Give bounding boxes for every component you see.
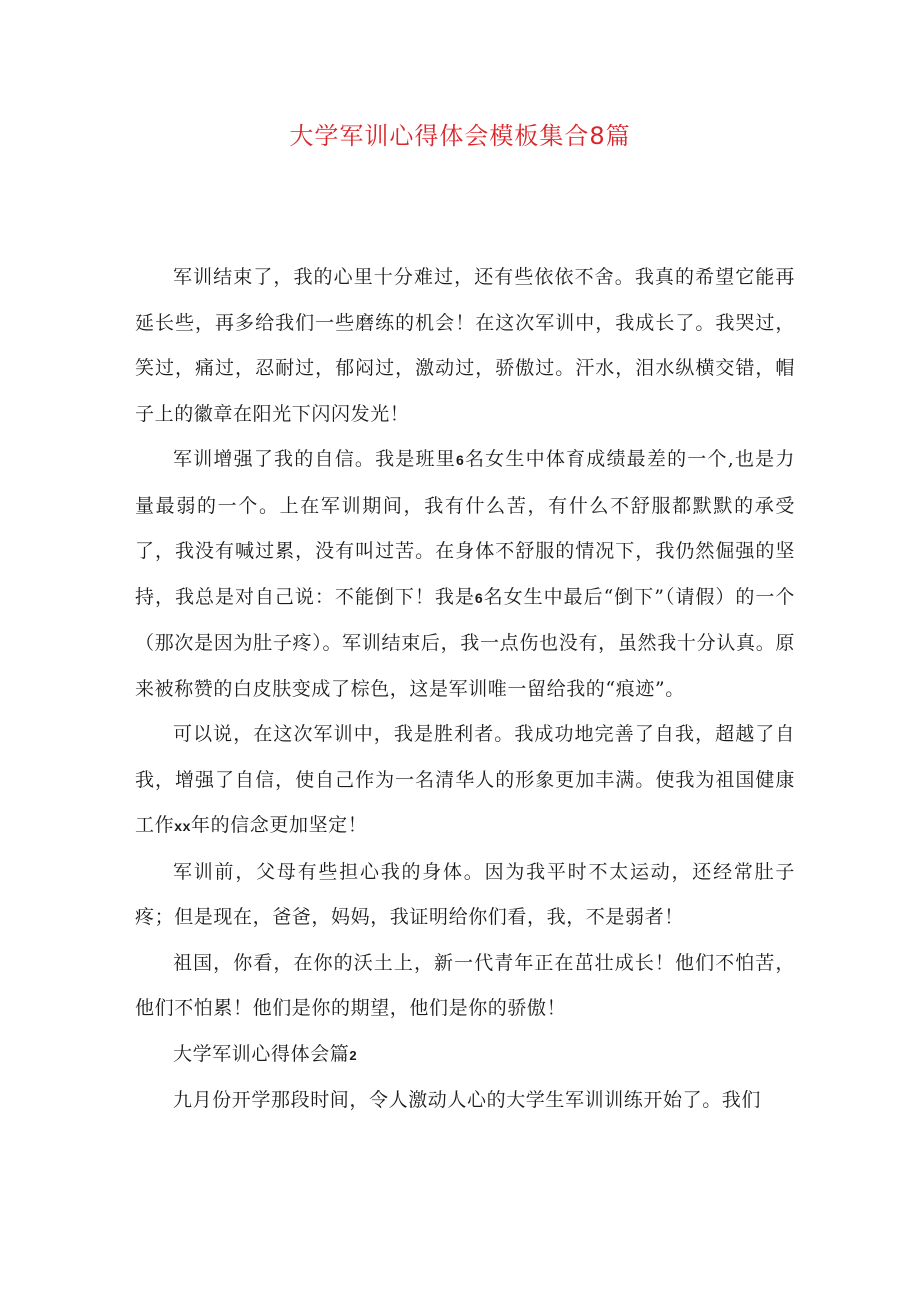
paragraph-text: 祖国，你看，在你的沃土上，新一代青年正在茁壮成长！他们不怕苦，他们不怕累！他们是你的期望，他们是你的骄傲！	[135, 951, 795, 1019]
document-body	[135, 255, 795, 1124]
paragraph-4	[135, 850, 795, 941]
section-heading-number: 2	[349, 1047, 358, 1063]
paragraph-text: 名女生中体育成绩最差的一个,也是力量最弱的一个。上在军训期间，我有什么苦，有什么不舒服都默默的承受了，我没有喊过累，没有叫过苦。在身体不舒服的情况下，我仍然倔强的坚持，我总是对自己说：不能倒下！我是	[135, 448, 795, 608]
paragraph-3	[135, 712, 795, 850]
inline-number: 6	[474, 589, 484, 606]
paragraph-2	[135, 437, 795, 712]
paragraph-text: 军训前，父母有些担心我的身体。因为我平时不太运动，还经常肚子疼；但是现在，爸爸，妈妈，我证明给你们看，我，不是弱者！	[135, 860, 795, 928]
paragraph-1	[135, 255, 795, 437]
inline-number: 6	[455, 452, 465, 468]
paragraph-5	[135, 941, 795, 1032]
paragraph-text: 军训增强了我的自信。我是班里	[173, 448, 456, 470]
paragraph-6: 九月份开学那段时间，令人激动人心的大学生军训训练开始了。我们	[173, 1089, 762, 1111]
document-title: 大学军训心得体会模板集合8篇	[289, 122, 631, 150]
paragraph-text: 军训结束了，我的心里十分难过，还有些依依不舍。我真的希望它能再延长些，再多给我们一些磨练的机会！在这次军训中，我成长了。我哭过，笑过，痛过，忍耐过，郁闷过，激动过，骄傲过。汗水，泪水纵横交错，帽子上的徽章在阳光下闪闪发光！	[135, 266, 795, 425]
paragraph-text: 可以说，在这次军训中，我是胜利者。我成功地完善了自我，超越了自我，增强了自信，使自己作为一名清华人的形象更加丰满。使我为祖国健康工作	[135, 723, 795, 836]
section-heading	[135, 1032, 795, 1079]
section-heading-text: 大学军训心得体会篇	[173, 1042, 350, 1065]
inline-number: xx	[174, 818, 191, 834]
paragraph-text: 名女生中最后“倒下”（请假）的一个（那次是因为肚子疼）。军训结束后，我一点伤也没有，虽然我十分认真。原来被称赞的白皮肤变成了棕色，这是军训唯一留给我的“痕迹”。	[135, 585, 795, 700]
paragraph-text: 年的信念更加坚定！	[190, 814, 368, 836]
